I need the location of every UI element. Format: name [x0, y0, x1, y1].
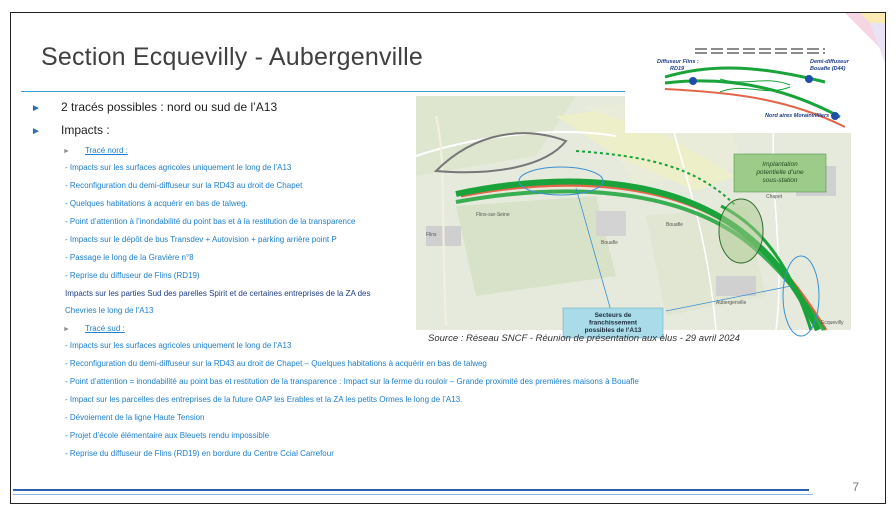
- slide-frame: [10, 12, 886, 504]
- arrow-bullet-icon: ►: [31, 126, 41, 137]
- footer-bar: [13, 489, 809, 491]
- nord-line: Chevries le long de l’A13: [65, 306, 154, 315]
- nord-line: - Point d’attention à l’inondabilité du point bas et à la restitution de la transparence: [65, 217, 356, 226]
- nord-line: - Passage le long de la Gravière n°8: [65, 253, 194, 262]
- bullet-text: Impacts :: [61, 123, 110, 137]
- footer-bar-secondary: [13, 494, 813, 495]
- sud-line: - Projet d’école élémentaire aux Bleuets rendu impossible: [65, 431, 270, 440]
- sud-line: - Reprise du diffuseur de Flins (RD19) en bordure du Centre Ccial Carrefour: [65, 449, 334, 458]
- sud-line: - Impacts sur les surfaces agricoles uniquement le long de l’A13: [65, 341, 292, 350]
- place-name: Ecquevilly: [821, 320, 844, 326]
- crossing-label: Secteurs de franchissement possibles de l’A13: [584, 312, 642, 334]
- nord-line: Impacts sur les parties Sud des parelles Spirit et de certaines entreprises de la ZA des: [65, 289, 371, 298]
- triangle-bullet-icon: ►: [63, 148, 70, 155]
- place-name: Flins-sur-Seine: [476, 212, 510, 218]
- place-name: Bouafle: [601, 240, 618, 246]
- sud-heading: ► Tracé sud :: [63, 324, 125, 333]
- inset-label-nord: Nord aires Morainvilliers: [765, 113, 830, 119]
- bullet-impacts: [31, 123, 110, 137]
- inset-label-flins: Diffuseur Flins : RD19: [657, 59, 699, 72]
- sud-line: - Point d’attention = inondabilité au point bas et restitution de la transparence : Impact sur la ferme du rouloir – Grande proximité des premières maisons à Bouafle: [65, 377, 639, 386]
- sud-line: - Dévoiement de la ligne Haute Tension: [65, 413, 205, 422]
- place-name: Aubergenville: [716, 300, 747, 306]
- nord-heading: ► Tracé nord :: [63, 146, 128, 155]
- interchange-inset: [625, 37, 855, 133]
- place-name: Chapet: [766, 194, 783, 200]
- bullet-traces: [31, 100, 277, 114]
- sud-line: - Reconfiguration du demi-diffuseur sur la RD43 au droit de Chapet – Quelques habitations à acquérir en bas de talweg: [65, 359, 487, 368]
- substation-label: Implantation potentielle d’une sous-station: [756, 161, 804, 184]
- bullet-text: 2 tracés possibles : nord ou sud de l’A13: [61, 100, 278, 114]
- nord-line: - Reprise du diffuseur de Flins (RD19): [65, 271, 200, 280]
- arrow-bullet-icon: ►: [31, 103, 41, 114]
- nord-line: - Impacts sur les surfaces agricoles uniquement le long de l’A13: [65, 163, 292, 172]
- title-rule: [21, 91, 649, 92]
- triangle-bullet-icon: ►: [63, 326, 70, 333]
- slide-title: Section Ecquevilly - Aubergenville: [41, 43, 424, 71]
- nord-line: - Reconfiguration du demi-diffuseur sur la RD43 au droit de Chapet: [65, 181, 303, 190]
- place-name: Flins: [426, 232, 437, 238]
- page-number: 7: [852, 480, 859, 494]
- nord-line: - Impacts sur le dépôt de bus Transdev + Autovision + parking arrière point P: [65, 235, 337, 244]
- nord-line: - Quelques habitations à acquérir en bas de talweg.: [65, 199, 248, 208]
- source-caption: Source : Réseau SNCF - Réunion de présentation aux élus - 29 avril 2024: [428, 333, 740, 344]
- place-name: Bouafle: [666, 222, 683, 228]
- inset-label-bouafle: Demi-diffuseur Bouafle (D44): [810, 59, 849, 72]
- sud-line: - Impact sur les parcelles des entreprises de la future OAP les Erables et la ZA les petits Ormes le long de l’A13.: [65, 395, 463, 404]
